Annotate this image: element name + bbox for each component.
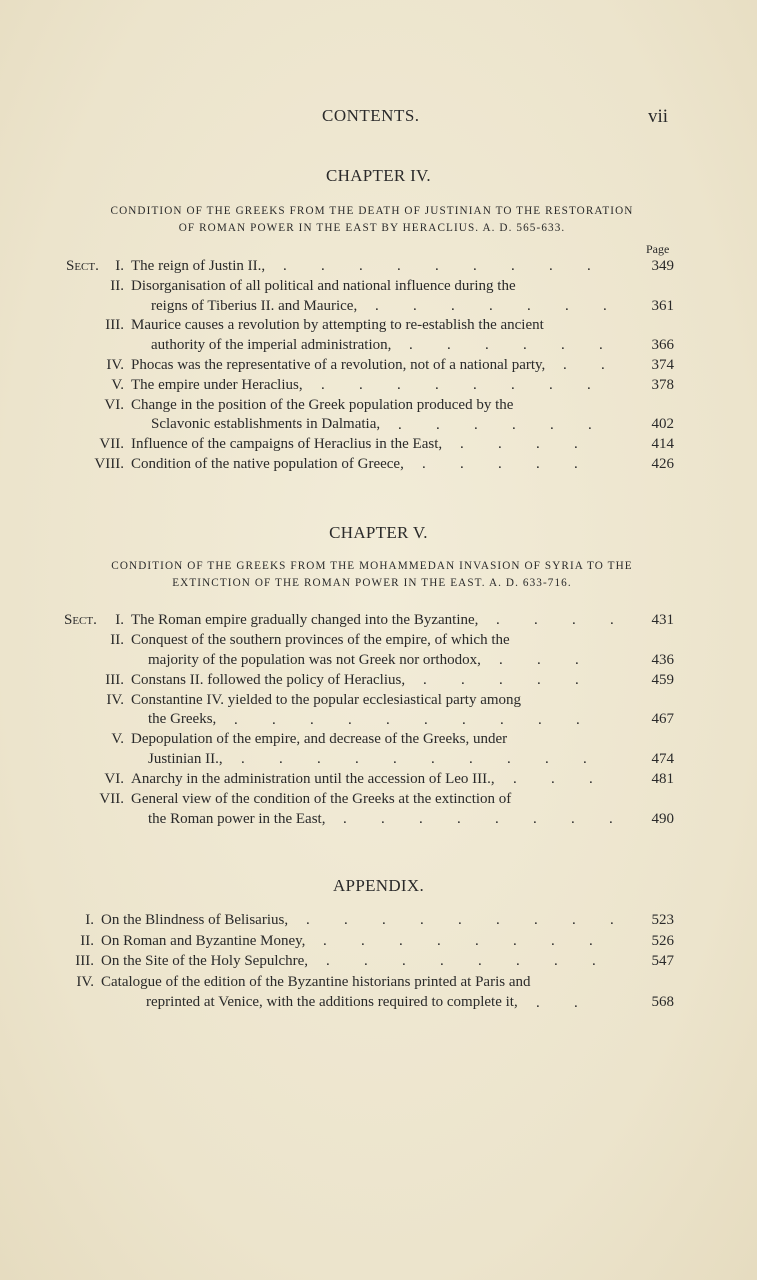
leader-dot: . bbox=[498, 456, 502, 472]
leader-dot: . bbox=[549, 376, 553, 393]
chapter4-entry-text: The empire under Heraclius, bbox=[131, 376, 303, 393]
leader-dot: . bbox=[561, 337, 565, 354]
appendix-entry-number: II. bbox=[80, 932, 94, 949]
leader-dot: . bbox=[460, 436, 464, 453]
leader-dot: . bbox=[565, 297, 569, 314]
leader-dot: . bbox=[499, 671, 503, 688]
leader-dot: . bbox=[310, 711, 314, 728]
chapter4-entry-page: 349 bbox=[651, 258, 674, 274]
leader-dot: . bbox=[321, 376, 325, 393]
appendix-entry-number: I. bbox=[85, 912, 94, 928]
chapter4-entry-number: III. bbox=[105, 317, 124, 334]
chapter5-entry-page: 490 bbox=[651, 810, 674, 827]
leader-dot: . bbox=[603, 297, 607, 314]
appendix-entry-text: On the Site of the Holy Sepulchre, bbox=[101, 953, 309, 970]
appendix-entry-text: reprinted at Venice, with the additions required to complete it, bbox=[146, 994, 518, 1011]
chapter4-entry-text: Phocas was the representative of a revolution, not of a national party, bbox=[131, 357, 546, 373]
leader-dot: . bbox=[571, 811, 575, 828]
leader-dot: . bbox=[534, 612, 538, 628]
running-title: CONTENTS. bbox=[322, 106, 420, 125]
chapter4-entry-text: Influence of the campaigns of Heraclius in the East, bbox=[131, 436, 443, 453]
chapter4-entry-number: VIII. bbox=[94, 456, 124, 472]
leader-dot: . bbox=[513, 771, 517, 788]
appendix-entry-page: 568 bbox=[651, 994, 674, 1011]
chapter4-entry-page: 426 bbox=[651, 456, 674, 472]
leader-dot: . bbox=[323, 932, 327, 949]
leader-dot: . bbox=[321, 258, 325, 274]
appendix-entry-text: Catalogue of the edition of the Byzantine historians printed at Paris and bbox=[101, 973, 531, 990]
leader-dot: . bbox=[537, 651, 541, 668]
chapter5-entry-text: the Greeks, bbox=[148, 711, 217, 728]
chapter4-entry-text: Sclavonic establishments in Dalmatia, bbox=[151, 416, 381, 433]
chapter4-entry-text: The reign of Justin II., bbox=[131, 258, 266, 274]
chapter5-entry-number: VII. bbox=[99, 791, 124, 808]
leader-dot: . bbox=[587, 258, 591, 274]
chapter4-entry-number: I. bbox=[115, 258, 124, 274]
chapter4-entry-number: VII. bbox=[99, 436, 124, 453]
appendix-entry-number: III. bbox=[75, 953, 94, 970]
leader-dot: . bbox=[397, 258, 401, 274]
leader-dot: . bbox=[475, 932, 479, 949]
chapter4-entry-number: IV. bbox=[106, 357, 124, 373]
leader-dot: . bbox=[361, 932, 365, 949]
leader-dot: . bbox=[538, 711, 542, 728]
chapter4-entry-page: 361 bbox=[651, 297, 674, 314]
chapter5-entry-text: majority of the population was not Greek nor orthodox, bbox=[148, 651, 481, 668]
leader-dot: . bbox=[473, 376, 477, 393]
leader-dot: . bbox=[516, 953, 520, 970]
leader-dot: . bbox=[536, 436, 540, 453]
leader-dot: . bbox=[348, 711, 352, 728]
leader-dot: . bbox=[563, 357, 567, 373]
chapter-4-description bbox=[66, 203, 678, 237]
chapter-4-description-line2: OF ROMAN POWER IN THE EAST BY HERACLIUS. A. D. 565-633. bbox=[178, 222, 566, 234]
leader-dot: . bbox=[375, 297, 379, 314]
leader-dot: . bbox=[359, 376, 363, 393]
leader-dot: . bbox=[402, 953, 406, 970]
leader-dot: . bbox=[574, 994, 578, 1011]
chapter4-entry-text: Condition of the native population of Greece, bbox=[131, 456, 404, 472]
leader-dot: . bbox=[386, 711, 390, 728]
leader-dot: . bbox=[398, 416, 402, 433]
leader-dot: . bbox=[424, 711, 428, 728]
chapter5-entry-text: Constantine IV. yielded to the popular ecclesiastical party among bbox=[131, 691, 522, 708]
leader-dot: . bbox=[589, 771, 593, 788]
leader-dot: . bbox=[511, 376, 515, 393]
leader-dot: . bbox=[359, 258, 363, 274]
leader-dot: . bbox=[512, 416, 516, 433]
chapter5-entry-page: 481 bbox=[651, 771, 674, 788]
chapter5-entry-page: 431 bbox=[651, 612, 674, 628]
leader-dot: . bbox=[435, 258, 439, 274]
chapter5-entry-text: Depopulation of the empire, and decrease of the Greeks, under bbox=[131, 731, 508, 748]
leader-dot: . bbox=[393, 751, 397, 768]
leader-dot: . bbox=[551, 932, 555, 949]
chapter5-entry-text: Justinian II., bbox=[148, 751, 223, 768]
chapter5-entry-number: III. bbox=[105, 671, 124, 688]
leader-dot: . bbox=[513, 932, 517, 949]
appendix-entry-page: 547 bbox=[651, 953, 674, 970]
leader-dot: . bbox=[507, 751, 511, 768]
leader-dot: . bbox=[500, 711, 504, 728]
chapter5-entry-number: V. bbox=[111, 731, 124, 748]
leader-dot: . bbox=[478, 953, 482, 970]
chapter4-entry-text: reigns of Tiberius II. and Maurice, bbox=[151, 297, 358, 314]
chapter4-entry-page: 402 bbox=[651, 416, 674, 433]
leader-dot: . bbox=[574, 456, 578, 472]
leader-dot: . bbox=[413, 297, 417, 314]
leader-dot: . bbox=[431, 751, 435, 768]
leader-dot: . bbox=[283, 258, 287, 274]
chapter5-entry-text: General view of the condition of the Greeks at the extinction of bbox=[131, 791, 512, 808]
chapter5-entry-number: II. bbox=[110, 631, 124, 648]
chapter4-entry-number: V. bbox=[111, 376, 124, 393]
leader-dot: . bbox=[382, 912, 386, 928]
chapter4-entry-text: Change in the position of the Greek population produced by the bbox=[131, 396, 514, 413]
leader-dot: . bbox=[473, 258, 477, 274]
leader-dot: . bbox=[572, 612, 576, 628]
chapter4-entry-text: Disorganisation of all political and national influence during the bbox=[131, 277, 516, 294]
leader-dot: . bbox=[462, 711, 466, 728]
chapter-5-description bbox=[66, 558, 678, 592]
chapter4-entry-text: authority of the imperial administration, bbox=[151, 337, 392, 354]
leader-dot: . bbox=[496, 612, 500, 628]
chapter-4-description-line1: CONDITION OF THE GREEKS FROM THE DEATH OF JUSTINIAN TO THE RESTORATION bbox=[110, 205, 634, 217]
chapter4-entry-page: 414 bbox=[651, 436, 674, 453]
leader-dot: . bbox=[241, 751, 245, 768]
leader-dot: . bbox=[423, 671, 427, 688]
leader-dot: . bbox=[601, 357, 605, 373]
leader-dot: . bbox=[436, 416, 440, 433]
leader-dot: . bbox=[419, 811, 423, 828]
running-head bbox=[0, 106, 757, 130]
leader-dot: . bbox=[589, 932, 593, 949]
leader-dot: . bbox=[545, 751, 549, 768]
chapter4-entry-page: 378 bbox=[651, 376, 674, 393]
chapter-4-heading: CHAPTER IV. bbox=[325, 166, 431, 185]
appendix-entry-text: On Roman and Byzantine Money, bbox=[101, 932, 306, 949]
appendix-entry-page: 526 bbox=[651, 932, 674, 949]
leader-dot: . bbox=[343, 811, 347, 828]
leader-dot: . bbox=[576, 711, 580, 728]
leader-dot: . bbox=[317, 751, 321, 768]
chapter5-entry-number: I. bbox=[115, 612, 124, 628]
chapter5-entry-number: IV. bbox=[106, 691, 124, 708]
leader-dot: . bbox=[489, 297, 493, 314]
chapter5-entry-text: Conquest of the southern provinces of the empire, of which the bbox=[131, 631, 510, 648]
leader-dot: . bbox=[534, 912, 538, 928]
leader-dot: . bbox=[364, 953, 368, 970]
leader-dot: . bbox=[533, 811, 537, 828]
leader-dot: . bbox=[575, 671, 579, 688]
leader-dot: . bbox=[440, 953, 444, 970]
leader-dot: . bbox=[457, 811, 461, 828]
chapter4-sect-label: Sect. bbox=[66, 258, 99, 274]
chapter5-entry-text: Constans II. followed the policy of Heraclius, bbox=[131, 671, 406, 688]
leader-dot: . bbox=[498, 436, 502, 453]
leader-dot: . bbox=[572, 912, 576, 928]
page-column-label: Page bbox=[646, 242, 670, 256]
chapter5-entry-text: Anarchy in the administration until the accession of Leo III., bbox=[131, 771, 495, 788]
leader-dot: . bbox=[469, 751, 473, 768]
chapter5-entry-page: 474 bbox=[651, 751, 674, 768]
leader-dot: . bbox=[272, 711, 276, 728]
leader-dot: . bbox=[458, 912, 462, 928]
chapter4-entry-number: VI. bbox=[104, 396, 124, 413]
leader-dot: . bbox=[523, 337, 527, 354]
leader-dot: . bbox=[550, 416, 554, 433]
chapter4-entry-page: 374 bbox=[651, 357, 674, 373]
leader-dot: . bbox=[495, 811, 499, 828]
leader-dot: . bbox=[587, 376, 591, 393]
leader-dot: . bbox=[574, 436, 578, 453]
leader-dot: . bbox=[420, 912, 424, 928]
leader-dot: . bbox=[610, 612, 614, 628]
appendix-entry-page: 523 bbox=[651, 912, 674, 928]
leader-dot: . bbox=[460, 456, 464, 472]
appendix-entry-text: On the Blindness of Belisarius, bbox=[101, 912, 289, 928]
leader-dot: . bbox=[474, 416, 478, 433]
leader-dot: . bbox=[599, 337, 603, 354]
chapter5-entry-number: VI. bbox=[104, 771, 124, 788]
chapter-5-description-line1: CONDITION OF THE GREEKS FROM THE MOHAMMEDAN INVASION OF SYRIA TO THE bbox=[111, 560, 633, 572]
leader-dot: . bbox=[326, 953, 330, 970]
leader-dot: . bbox=[437, 932, 441, 949]
leader-dot: . bbox=[422, 456, 426, 472]
appendix-heading: APPENDIX. bbox=[332, 876, 424, 895]
leader-dot: . bbox=[609, 811, 613, 828]
leader-dot: . bbox=[610, 912, 614, 928]
leader-dot: . bbox=[485, 337, 489, 354]
chapter4-entry-number: II. bbox=[110, 277, 124, 294]
leader-dot: . bbox=[355, 751, 359, 768]
chapter4-entry-text: Maurice causes a revolution by attempting to re-establish the ancient bbox=[131, 317, 544, 334]
chapter5-entry-page: 436 bbox=[651, 651, 674, 668]
chapter4-entry-page: 366 bbox=[651, 337, 674, 354]
page-folio: vii bbox=[648, 106, 669, 127]
chapter5-entry-page: 459 bbox=[651, 671, 674, 688]
chapter5-entry-text: the Roman power in the East, bbox=[148, 810, 326, 827]
appendix-entry-number: IV. bbox=[76, 973, 94, 990]
leader-dot: . bbox=[551, 771, 555, 788]
leader-dot: . bbox=[511, 258, 515, 274]
leader-dot: . bbox=[496, 912, 500, 928]
leader-dot: . bbox=[588, 416, 592, 433]
leader-dot: . bbox=[344, 912, 348, 928]
leader-dot: . bbox=[234, 711, 238, 728]
leader-dot: . bbox=[435, 376, 439, 393]
leader-dot: . bbox=[537, 671, 541, 688]
leader-dot: . bbox=[554, 953, 558, 970]
leader-dot: . bbox=[397, 376, 401, 393]
chapter5-entry-page: 467 bbox=[651, 711, 674, 728]
leader-dot: . bbox=[575, 651, 579, 668]
leader-dot: . bbox=[409, 337, 413, 354]
chapter-5-description-line2: EXTINCTION OF THE ROMAN POWER IN THE EAST. A. D. 633-716. bbox=[172, 577, 572, 589]
chapter5-entry-text: The Roman empire gradually changed into the Byzantine, bbox=[131, 612, 479, 628]
chapter-5-heading: CHAPTER V. bbox=[329, 523, 428, 542]
leader-dot: . bbox=[536, 456, 540, 472]
chapter5-sect-label: Sect. bbox=[64, 612, 97, 628]
leader-dot: . bbox=[461, 671, 465, 688]
leader-dot: . bbox=[451, 297, 455, 314]
leader-dot: . bbox=[499, 651, 503, 668]
leader-dot: . bbox=[279, 751, 283, 768]
leader-dot: . bbox=[536, 994, 540, 1011]
leader-dot: . bbox=[527, 297, 531, 314]
leader-dot: . bbox=[447, 337, 451, 354]
leader-dot: . bbox=[306, 912, 310, 928]
leader-dot: . bbox=[381, 811, 385, 828]
leader-dot: . bbox=[592, 953, 596, 970]
leader-dot: . bbox=[549, 258, 553, 274]
leader-dot: . bbox=[399, 932, 403, 949]
leader-dot: . bbox=[583, 751, 587, 768]
